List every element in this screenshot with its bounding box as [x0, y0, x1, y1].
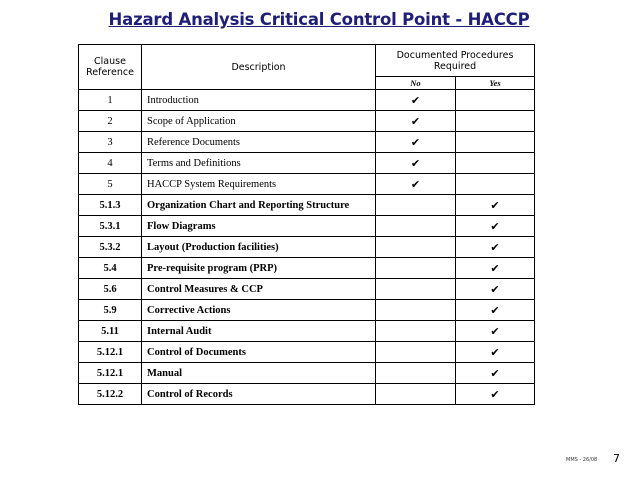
- checkmark-icon: ✔: [410, 135, 421, 149]
- yes-cell: [456, 111, 535, 132]
- yes-cell: [456, 342, 535, 363]
- clause-reference-cell: 5.3.1: [79, 216, 142, 237]
- description-cell: Manual: [142, 363, 376, 384]
- table-row: [79, 279, 535, 300]
- no-cell: [376, 153, 456, 174]
- checkmark-icon: ✔: [490, 387, 500, 401]
- no-cell: [376, 237, 456, 258]
- checkmark-icon: ✔: [490, 303, 500, 317]
- table-row: [79, 216, 535, 237]
- clause-reference-cell: 5.12.1: [79, 363, 142, 384]
- no-cell: [376, 216, 456, 237]
- page-number: 7: [613, 452, 620, 465]
- table-row: [79, 153, 535, 174]
- description-cell: Pre-requisite program (PRP): [142, 258, 376, 279]
- yes-cell: [456, 153, 535, 174]
- description-cell: Flow Diagrams: [142, 216, 376, 237]
- no-cell: [376, 321, 456, 342]
- yes-cell: [456, 195, 535, 216]
- yes-cell: [456, 321, 535, 342]
- table-body: [79, 90, 535, 405]
- yes-cell: [456, 90, 535, 111]
- no-cell: [376, 300, 456, 321]
- clause-reference-cell: 5.3.2: [79, 237, 142, 258]
- checkmark-icon: ✔: [490, 366, 500, 380]
- yes-cell: [456, 384, 535, 405]
- checkmark-icon: ✔: [490, 345, 500, 359]
- table-row: [79, 111, 535, 132]
- table-row: [79, 132, 535, 153]
- checkmark-icon: ✔: [410, 177, 421, 191]
- no-cell: [376, 258, 456, 279]
- description-cell: Control of Documents: [142, 342, 376, 363]
- no-column-header: No: [376, 77, 456, 90]
- no-cell: [376, 342, 456, 363]
- yes-cell: [456, 300, 535, 321]
- checkmark-icon: ✔: [490, 324, 500, 338]
- checkmark-icon: ✔: [410, 93, 421, 107]
- no-cell: [376, 363, 456, 384]
- clause-reference-cell: 1: [79, 90, 142, 111]
- description-cell: Organization Chart and Reporting Structure: [142, 195, 376, 216]
- description-cell: Introduction: [142, 90, 376, 111]
- no-cell: [376, 174, 456, 195]
- description-cell: Control Measures & CCP: [142, 279, 376, 300]
- clause-reference-cell: 5.12.1: [79, 342, 142, 363]
- clause-reference-header: Clause Reference: [79, 45, 142, 90]
- no-cell: [376, 90, 456, 111]
- checkmark-icon: ✔: [410, 114, 421, 128]
- clause-reference-cell: 4: [79, 153, 142, 174]
- table-row: [79, 342, 535, 363]
- checkmark-icon: ✔: [490, 282, 500, 296]
- checkmark-icon: ✔: [490, 219, 500, 233]
- checkmark-icon: ✔: [490, 240, 500, 254]
- clause-reference-cell: 5.4: [79, 258, 142, 279]
- no-cell: [376, 132, 456, 153]
- table-row: [79, 237, 535, 258]
- yes-cell: [456, 258, 535, 279]
- description-cell: HACCP System Requirements: [142, 174, 376, 195]
- no-cell: [376, 111, 456, 132]
- description-cell: Terms and Definitions: [142, 153, 376, 174]
- clause-reference-cell: 5.1.3: [79, 195, 142, 216]
- yes-cell: [456, 279, 535, 300]
- yes-cell: [456, 216, 535, 237]
- footer-document-id: MMS - 26/08: [566, 457, 598, 463]
- description-cell: Scope of Application: [142, 111, 376, 132]
- description-cell: Reference Documents: [142, 132, 376, 153]
- table-row: [79, 321, 535, 342]
- yes-cell: [456, 174, 535, 195]
- table-row: [79, 195, 535, 216]
- checkmark-icon: ✔: [410, 156, 421, 170]
- no-cell: [376, 279, 456, 300]
- table-row: [79, 90, 535, 111]
- no-cell: [376, 384, 456, 405]
- table-row: [79, 174, 535, 195]
- checkmark-icon: ✔: [490, 198, 500, 212]
- no-cell: [376, 195, 456, 216]
- yes-cell: [456, 237, 535, 258]
- clause-reference-cell: 2: [79, 111, 142, 132]
- table-row: [79, 300, 535, 321]
- documented-procedures-header: Documented Procedures Required: [376, 45, 535, 77]
- yes-cell: [456, 132, 535, 153]
- yes-column-header: Yes: [456, 77, 535, 90]
- clause-reference-cell: 5.9: [79, 300, 142, 321]
- description-header: Description: [142, 45, 376, 90]
- table-row: [79, 384, 535, 405]
- clause-reference-cell: 5.6: [79, 279, 142, 300]
- haccp-procedures-table: [78, 44, 535, 405]
- clause-reference-cell: 5: [79, 174, 142, 195]
- description-cell: Corrective Actions: [142, 300, 376, 321]
- yes-cell: [456, 363, 535, 384]
- description-cell: Internal Audit: [142, 321, 376, 342]
- clause-reference-cell: 5.12.2: [79, 384, 142, 405]
- description-cell: Layout (Production facilities): [142, 237, 376, 258]
- clause-reference-cell: 3: [79, 132, 142, 153]
- table-row: [79, 258, 535, 279]
- description-cell: Control of Records: [142, 384, 376, 405]
- clause-reference-cell: 5.11: [79, 321, 142, 342]
- page-title: Hazard Analysis Critical Control Point - HACCP: [108, 10, 530, 29]
- table-row: [79, 363, 535, 384]
- checkmark-icon: ✔: [490, 261, 500, 275]
